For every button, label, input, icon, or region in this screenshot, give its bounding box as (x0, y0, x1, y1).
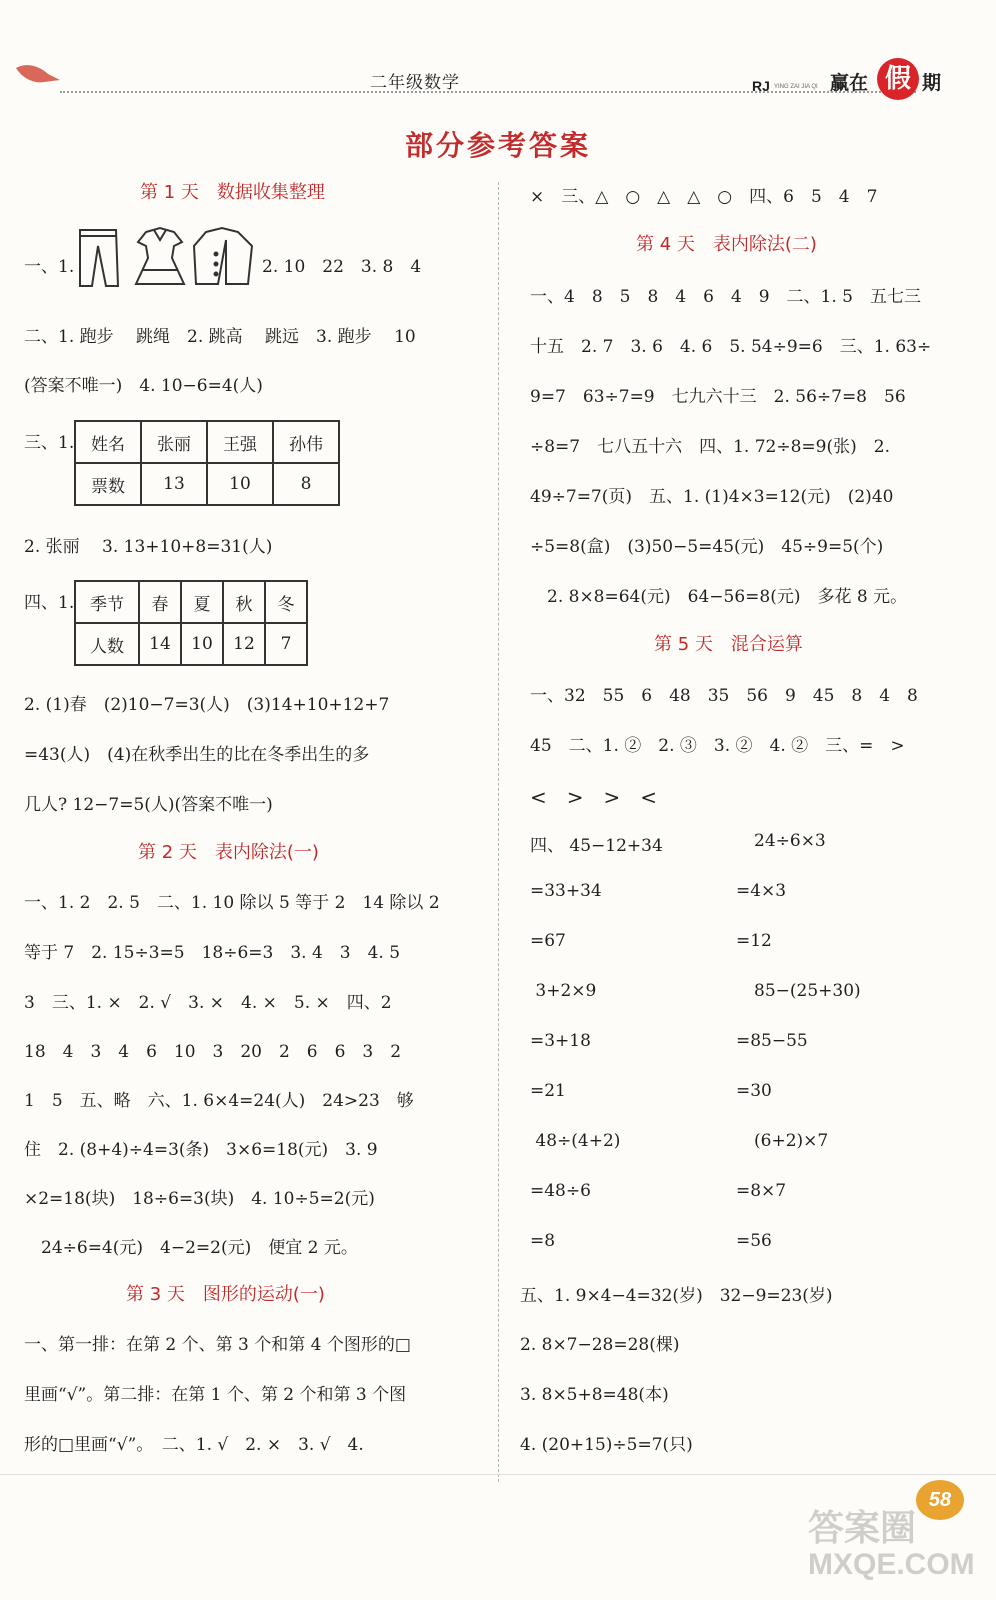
calc-step: =21 (530, 1081, 566, 1101)
answer-line: 五、1. 9×4−4=32(岁) 32−9=23(岁) (520, 1286, 833, 1306)
answer-line: 形的□里画“√”。 二、1. √ 2. × 3. √ 4. (24, 1435, 364, 1455)
answer-line: 18 4 3 4 6 10 3 20 2 6 6 3 2 (24, 1042, 402, 1062)
edition-label: RJ (752, 78, 770, 94)
answer-line: 2. 张丽 3. 13+10+8=31(人) (24, 537, 273, 557)
vote-table (74, 420, 340, 506)
answer-line: 2. 8×7−28=28(棵) (520, 1335, 680, 1355)
calc-step: =4×3 (736, 881, 787, 901)
table-cell: 孙伟 (273, 421, 339, 463)
header-rule (60, 91, 916, 93)
answer-line: 1 5 五、略 六、1. 6×4=24(人) 24>23 够 (24, 1091, 414, 1111)
answer-line: < > > < (530, 785, 658, 809)
brand-logo (828, 58, 960, 98)
answer-line: 24÷6=4(元) 4−2=2(元) 便宜 2 元。 (24, 1238, 358, 1258)
calc-step: =33+34 (530, 881, 602, 901)
answer-line: 三、1. (24, 433, 75, 453)
table-cell: 夏 (181, 581, 223, 623)
calc-step: =8 (530, 1231, 556, 1251)
table-cell: 13 (141, 463, 207, 505)
table-cell: 票数 (75, 463, 141, 505)
answer-line: × 三、△ ○ △ △ ○ 四、6 5 4 7 (530, 187, 878, 207)
calc-step: 四、 45−12+34 (530, 836, 663, 856)
answer-line: ÷8=7 七八五十六 四、1. 72÷8=9(张) 2. (530, 437, 890, 457)
answer-line: 2. 8×8=64(元) 64−56=8(元) 多花 8 元。 (530, 587, 908, 607)
answer-line: 等于 7 2. 15÷3=5 18÷6=3 3. 4 3 4. 5 (24, 943, 401, 963)
page-number: 58 (916, 1480, 964, 1520)
table-cell: 人数 (75, 623, 139, 665)
answer-line: 3. 8×5+8=48(本) (520, 1385, 669, 1405)
calc-step: 48÷(4+2) (530, 1131, 621, 1151)
page-header (0, 58, 996, 108)
answer-line: 45 二、1. ② 2. ③ 3. ② 4. ② 三、= > (530, 736, 905, 756)
answer-line: ×2=18(块) 18÷6=3(块) 4. 10÷5=2(元) (24, 1189, 375, 1209)
table-row (75, 623, 307, 665)
table-cell: 张丽 (141, 421, 207, 463)
table-cell: 12 (223, 623, 265, 665)
watermark-logo-text: 答案圈 (808, 1508, 917, 1549)
calc-step: =85−55 (736, 1031, 808, 1051)
calc-step: =67 (530, 931, 566, 951)
answer-line: ÷5=8(盒) (3)50−5=45(元) 45÷9=5(个) (530, 537, 884, 557)
calc-step: 3+2×9 (530, 981, 597, 1001)
jacket-icon (194, 228, 252, 284)
table-cell: 季节 (75, 581, 139, 623)
dress-icon (136, 228, 184, 284)
footer-rule (0, 1474, 996, 1475)
answer-line: 十五 2. 7 3. 6 4. 6 5. 54÷9=6 三、1. 63÷ (530, 337, 932, 357)
clothes-pictures (76, 226, 256, 290)
table-cell: 10 (207, 463, 273, 505)
answer-line: 2. (1)春 (2)10−7=3(人) (3)14+10+12+7 (24, 695, 390, 715)
calc-step: 24÷6×3 (754, 831, 826, 851)
answer-line: 一、第一排：在第 2 个、第 3 个和第 4 个图形的□ (24, 1335, 411, 1355)
answer-line: 住 2. (8+4)÷4=3(条) 3×6=18(元) 3. 9 (24, 1140, 378, 1160)
answer-line: 9=7 63÷7=9 七九六十三 2. 56÷7=8 56 (530, 387, 906, 407)
table-row (75, 463, 339, 505)
answer-line: 2. 10 22 3. 8 4 (262, 257, 422, 277)
table-row (75, 581, 307, 623)
calc-step: =48÷6 (530, 1181, 591, 1201)
section-day3-title: 第 3 天 图形的运动(一) (126, 1284, 325, 1305)
calc-step: =56 (736, 1231, 772, 1251)
table-cell: 春 (139, 581, 181, 623)
table-cell: 14 (139, 623, 181, 665)
answer-line: 49÷7=7(页) 五、1. (1)4×3=12(元) (2)40 (530, 487, 894, 507)
table-cell: 冬 (265, 581, 307, 623)
table-cell: 姓名 (75, 421, 141, 463)
calc-step: 85−(25+30) (754, 981, 861, 1001)
answer-line: 一、4 8 5 8 4 6 4 9 二、1. 5 五七三 (530, 287, 921, 307)
calc-step: =3+18 (530, 1031, 591, 1051)
table-cell: 秋 (223, 581, 265, 623)
answer-line: 一、1. 2 2. 5 二、1. 10 除以 5 等于 2 14 除以 2 (24, 893, 440, 913)
answer-line: 一、1. (24, 257, 75, 277)
calc-step: (6+2)×7 (754, 1131, 829, 1151)
brand-left-text: 赢在 (830, 72, 869, 94)
table-cell: 10 (181, 623, 223, 665)
answer-line: 二、1. 跑步 跳绳 2. 跳高 跳远 3. 跑步 10 (24, 327, 416, 347)
answer-line: 4. (20+15)÷5=7(只) (520, 1435, 693, 1455)
brush-decoration-icon (14, 60, 64, 86)
subject-label: 二年级数学 (370, 73, 460, 93)
pants-icon (80, 230, 118, 286)
calc-step: =12 (736, 931, 772, 951)
table-row (75, 421, 339, 463)
answer-line: (答案不唯一) 4. 10−6=4(人) (24, 376, 263, 396)
brand-pinyin: YING ZAI JIA QI (774, 84, 818, 90)
table-cell: 8 (273, 463, 339, 505)
calc-step: =8×7 (736, 1181, 787, 1201)
section-day4-title: 第 4 天 表内除法(二) (636, 234, 817, 255)
table-cell: 7 (265, 623, 307, 665)
answer-line: 里画“√”。第二排：在第 1 个、第 2 个和第 3 个图 (24, 1385, 407, 1405)
answer-line: 几人? 12−7=5(人)(答案不唯一) (24, 795, 273, 815)
answer-line: =43(人) (4)在秋季出生的比在冬季出生的多 (24, 745, 370, 765)
section-day1-title: 第 1 天 数据收集整理 (140, 182, 325, 203)
answer-line: 3 三、1. × 2. √ 3. × 4. × 5. × 四、2 (24, 993, 392, 1013)
table-cell: 王强 (207, 421, 273, 463)
section-day2-title: 第 2 天 表内除法(一) (138, 842, 319, 863)
column-divider (498, 182, 499, 1482)
watermark-url: MXQE.COM (808, 1548, 975, 1581)
answer-line: 四、1. (24, 593, 75, 613)
calc-step: =30 (736, 1081, 772, 1101)
brand-right-text: 期 (922, 72, 942, 94)
brand-center-circle: 假 (877, 58, 919, 100)
section-day5-title: 第 5 天 混合运算 (654, 634, 803, 655)
page-title: 部分参考答案 (404, 129, 591, 162)
season-table (74, 580, 308, 666)
answer-line: 一、32 55 6 48 35 56 9 45 8 4 8 (530, 686, 918, 706)
